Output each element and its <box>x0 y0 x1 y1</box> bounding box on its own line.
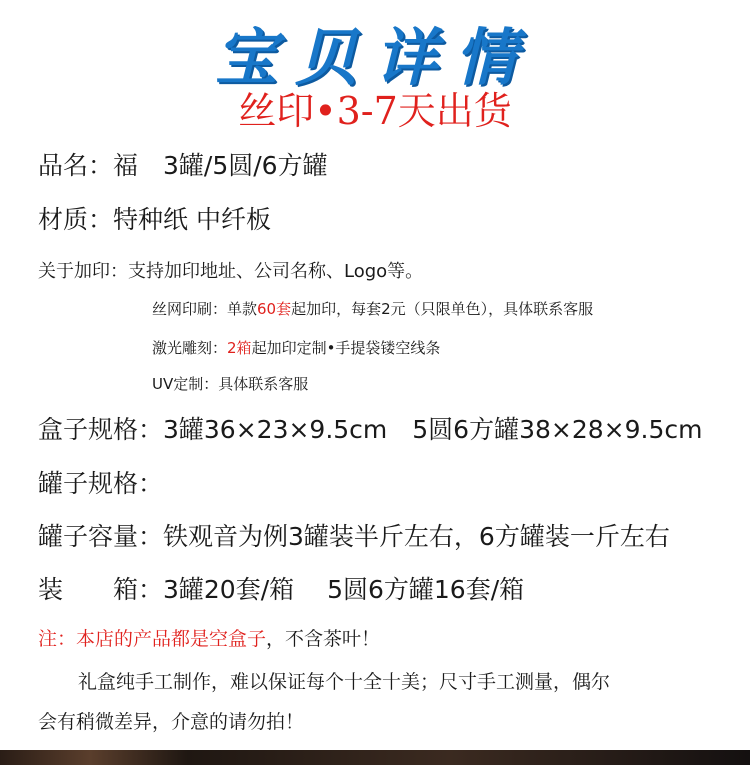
jar-capacity: 罐子容量：铁观音为例3罐装半斤左右，6方罐装一斤左右 <box>38 522 670 551</box>
silkscreen-info <box>152 298 593 319</box>
bottom-photo-strip <box>0 750 750 765</box>
box-size: 盒子规格：3罐36×23×9.5cm 5圆6方罐38×28×9.5cm <box>38 415 703 444</box>
jar-size: 罐子规格： <box>38 469 164 498</box>
laser-suffix: 起加印定制•手提袋镂空线条 <box>251 339 441 357</box>
packing-info: 装 箱：3罐20套/箱 5圆6方罐16套/箱 <box>38 575 525 604</box>
material: 材质：特种纸 中纤板 <box>38 205 271 234</box>
silkscreen-prefix: 丝网印刷：单款 <box>152 300 258 318</box>
printing-info: 关于加印：支持加印地址、公司名称、Logo等。 <box>38 261 424 282</box>
laser-quantity: 2箱 <box>227 339 252 357</box>
silkscreen-suffix: 起加印，每套2元（只限单色），具体联系客服 <box>291 300 594 318</box>
uv-info: UV定制：具体联系客服 <box>152 375 309 393</box>
notice-highlight: 注：本店的产品都是空盒子 <box>38 628 267 650</box>
notice-suffix: ，不含茶叶！ <box>266 628 381 650</box>
shipping-subtitle: 丝印•3-7天出货 <box>238 89 512 133</box>
silkscreen-quantity: 60套 <box>257 300 292 318</box>
notice <box>38 624 380 651</box>
notice-line-2: 会有稍微差异，介意的请勿拍！ <box>38 711 305 733</box>
laser-prefix: 激光雕刻： <box>152 339 228 357</box>
laser-info <box>152 337 440 358</box>
page-title: 宝贝详情 <box>214 21 535 94</box>
notice-line-1: 礼盒纯手工制作，难以保证每个十全十美；尺寸手工测量，偶尔 <box>78 671 611 693</box>
product-name: 品名：福 3罐/5圆/6方罐 <box>38 151 328 180</box>
